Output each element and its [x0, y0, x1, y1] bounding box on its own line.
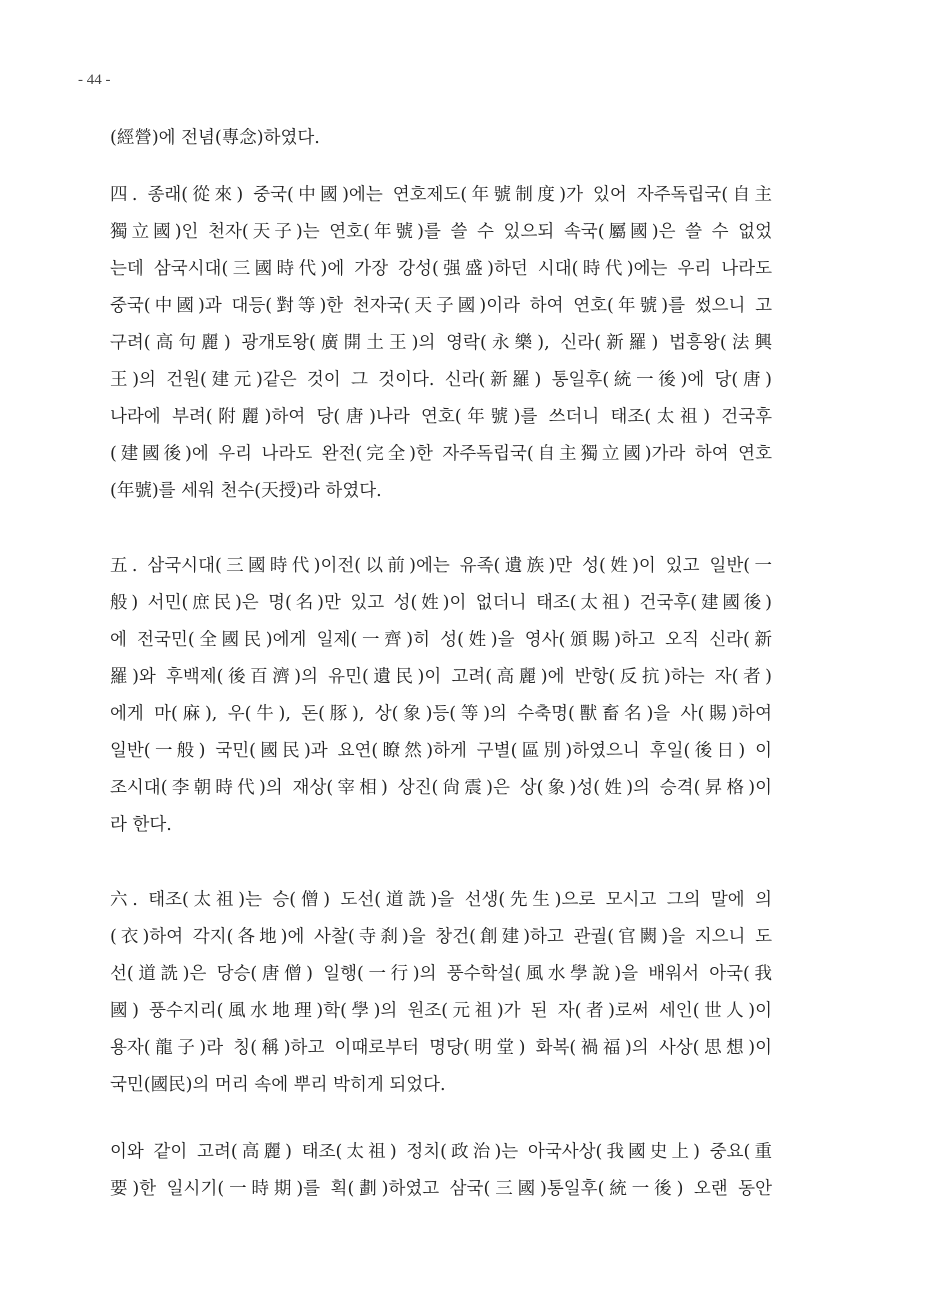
paragraph-six	[110, 882, 772, 1104]
text-line: 에게 마(麻), 우(牛), 돈(豚), 상(象)등(等)의 수축명(獸畜名)을 사(賜)하여	[110, 704, 772, 724]
text-line: 四. 종래(從來) 중국(中國)에는 연호제도(年號制度)가 있어 자주독립국(自主	[110, 185, 772, 205]
text-line: 구려(高句麗) 광개토왕(廣開土王)의 영락(永樂), 신라(新羅) 법흥왕(法興	[110, 333, 772, 353]
text-line: 要)한 일시기(一時期)를 획(劃)하였고 삼국(三國)통일후(統一後) 오랜 동안	[110, 1179, 772, 1199]
paragraph-five	[110, 548, 772, 844]
text-line: 조시대(李朝時代)의 재상(宰相) 상진(尙震)은 상(象)성(姓)의 승격(昇格)이	[110, 778, 772, 798]
text-line: 王)의 건원(建元)같은 것이 그 것이다. 신라(新羅) 통일후(統一後)에 당(唐)	[110, 370, 772, 390]
text-line: 六. 태조(太祖)는 승(僧) 도선(道詵)을 선생(先生)으로 모시고 그의 말에 의	[110, 890, 772, 910]
paragraph-four	[110, 177, 772, 510]
text-line: (衣)하여 각지(各地)에 사찰(寺刹)을 창건(創建)하고 관궐(官闕)을 지으니 도	[110, 927, 772, 947]
text-line: 일반(一般) 국민(國民)과 요연(瞭然)하게 구별(區別)하였으니 후일(後日) 이	[110, 741, 772, 761]
text-line: 五. 삼국시대(三國時代)이전(以前)에는 유족(遺族)만 성(姓)이 있고 일반(一	[110, 556, 772, 576]
text-line: 에 전국민(全國民)에게 일제(一齊)히 성(姓)을 영사(頒賜)하고 오직 신라(新	[110, 630, 772, 650]
paragraph-continuation	[110, 120, 772, 157]
text-line: 국민(國民)의 머리 속에 뿌리 박히게 되었다.	[110, 1075, 446, 1095]
text-line: 중국(中國)과 대등(對等)한 천자국(天子國)이라 하여 연호(年號)를 썼으니 고	[110, 296, 772, 316]
text-line: 라 한다.	[110, 815, 172, 835]
text-line: 獨立國)인 천자(天子)는 연호(年號)를 쓸 수 있으되 속국(屬國)은 쓸 수 없었	[110, 222, 772, 242]
text-line: (年號)를 세워 천수(天授)라 하였다.	[110, 481, 382, 501]
text-line: 용자(龍子)라 칭(稱)하고 이때로부터 명당(明堂) 화복(禍福)의 사상(思想)이	[110, 1038, 772, 1058]
text-line: 般) 서민(庶民)은 명(名)만 있고 성(姓)이 없더니 태조(太祖) 건국후(建國後)	[110, 593, 772, 613]
page-number: - 44 -	[78, 72, 111, 88]
text-line: (經營)에 전념(專念)하였다.	[110, 128, 320, 148]
text-line: 이와 같이 고려(高麗) 태조(太祖) 정치(政治)는 아국사상(我國史上) 중요(重	[110, 1142, 772, 1162]
text-line: 나라에 부려(附麗)하여 당(唐)나라 연호(年號)를 쓰더니 태조(太祖) 건국후	[110, 407, 772, 427]
text-line: 羅)와 후백제(後百濟)의 유민(遺民)이 고려(高麗)에 반항(反抗)하는 자(者)	[110, 667, 772, 687]
paragraph-final	[110, 1134, 772, 1208]
text-line: 는데 삼국시대(三國時代)에 가장 강성(强盛)하던 시대(時代)에는 우리 나라도	[110, 259, 772, 279]
text-line: (建國後)에 우리 나라도 완전(完全)한 자주독립국(自主獨立國)가라 하여 연호	[110, 444, 772, 464]
text-line: 선(道詵)은 당승(唐僧) 일행(一行)의 풍수학설(風水學說)을 배워서 아국(我	[110, 964, 772, 984]
text-line: 國) 풍수지리(風水地理)학(學)의 원조(元祖)가 된 자(者)로써 세인(世人)이	[110, 1001, 772, 1021]
